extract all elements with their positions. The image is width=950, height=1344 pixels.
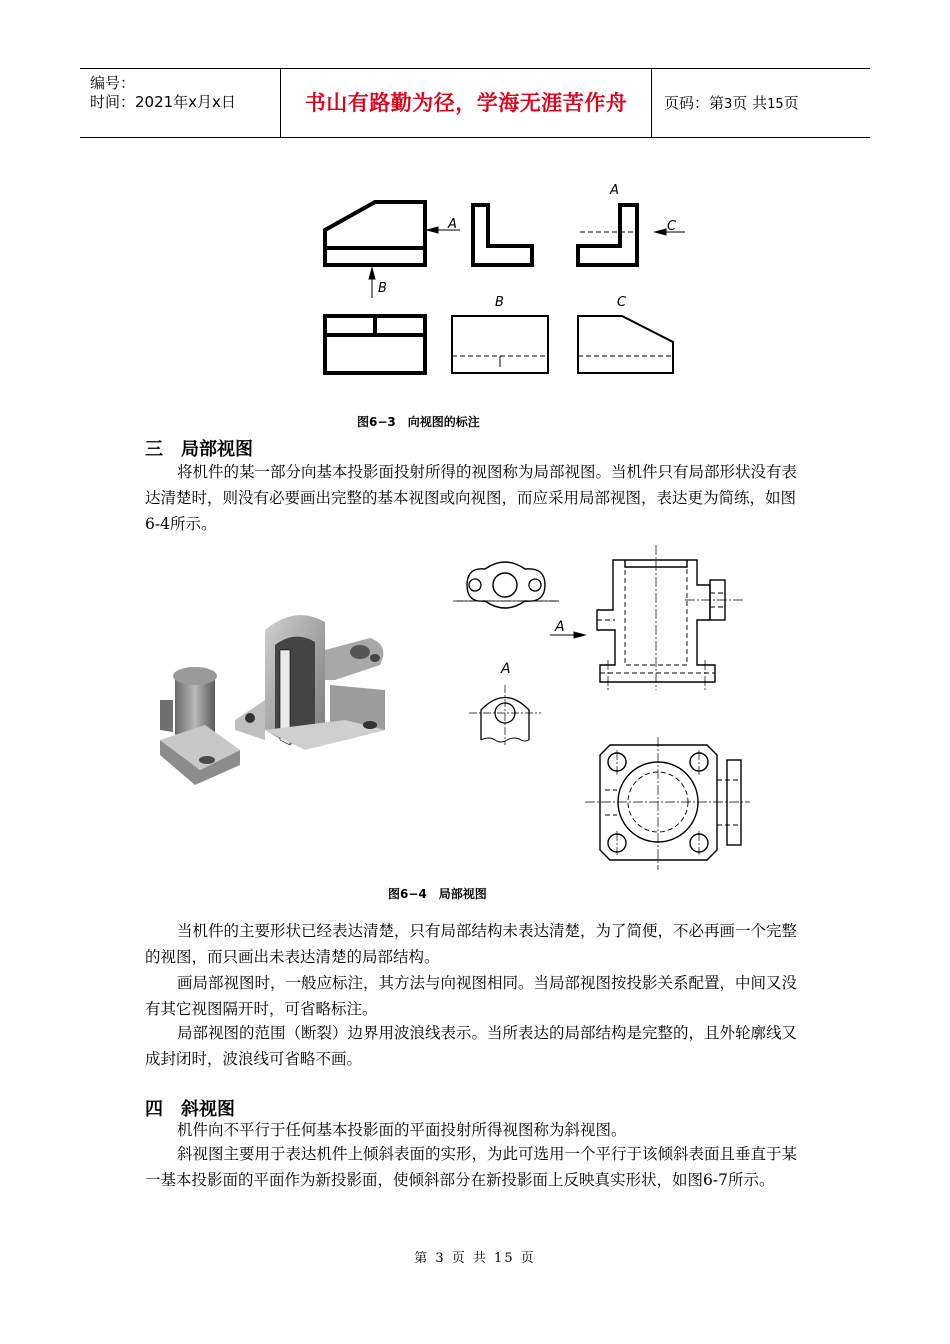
left-view-outline — [473, 205, 532, 265]
arrow-c-head — [655, 229, 666, 235]
part-solid-render — [160, 667, 240, 785]
front-view — [597, 560, 725, 682]
figure-6-3-drawing — [300, 170, 720, 390]
section-3-heading: 三 局部视图 — [145, 439, 253, 460]
doc-number-label: 编号： — [90, 74, 136, 92]
part-section-render — [235, 615, 385, 750]
section-3-para-1 — [145, 459, 809, 537]
page-footer: 第 3 页 共 15 页 — [414, 1251, 536, 1266]
page-label: 页码：第 — [664, 94, 725, 112]
view-c-outline — [578, 316, 673, 373]
section-4-para-2-text: 斜视图主要用于表达机件上倾斜表面的实形，为此可选用一个平行于该倾斜表面且垂直于某一基本投影面的平面作为新投影面，使倾斜部分在新投影面上反映真实形状，如图6-7所示。 — [145, 1145, 798, 1189]
fig4-label-a-view: A — [501, 661, 511, 677]
fig3-label-c-arrow: C — [667, 219, 677, 234]
page-mid: 页 共 — [732, 94, 768, 112]
page-end: 页 — [783, 94, 799, 112]
fig3-label-a-arrow: A — [448, 217, 457, 232]
fig3-label-c-view: C — [617, 295, 627, 310]
figure-6-4-views — [445, 545, 755, 875]
arrow-b-head — [369, 268, 375, 279]
section-3-para-4 — [145, 1020, 809, 1072]
header-meta — [80, 69, 280, 137]
figure-6-4-caption: 图6−4 局部视图 — [388, 887, 487, 901]
header-motto: 书山有路勤为径，学海无涯苦作舟 — [280, 69, 652, 137]
section-3-para-3 — [145, 970, 809, 1022]
section-3-para-3-text: 画局部视图时，一般应标注，其方法与向视图相同。当局部视图按投影关系配置，中间又没有其它视图隔开时，可省略标注。 — [145, 974, 798, 1018]
figure-6-3-caption: 图6−3 向视图的标注 — [357, 415, 480, 429]
page-total: 15 — [767, 97, 784, 112]
section-4-para-1 — [145, 1117, 809, 1143]
fig3-label-b-arrow: B — [378, 281, 387, 296]
arrow-a-head — [427, 227, 438, 233]
front-view-outline — [325, 202, 425, 265]
fig3-label-b-view: B — [495, 295, 504, 310]
section-4-heading: 四 斜视图 — [145, 1099, 235, 1120]
page-current: 3 — [724, 97, 733, 112]
section-3-para-1-text: 将机件的某一部分向基本投影面投射所得的视图称为局部视图。当机件只有局部形状没有表达清楚时，则没有必要画出完整的基本视图或向视图，而应采用局部视图，表达更为简练，如图6-4所示。 — [145, 463, 798, 533]
page-header — [80, 68, 870, 138]
header-page-info — [664, 69, 799, 137]
section-4-para-2 — [145, 1141, 809, 1193]
figure-6-4-isometric — [155, 600, 405, 790]
section-4-para-1-text: 机件向不平行于任何基本投影面的平面投射所得视图称为斜视图。 — [177, 1121, 627, 1139]
fig4-label-a-arrow: A — [555, 619, 565, 635]
section-3-para-2-text: 当机件的主要形状已经表达清楚，只有局部结构未表达清楚，为了简便，不必再画一个完整的视图，而只画出未表达清楚的局部结构。 — [145, 922, 798, 966]
fig3-label-a-view: A — [610, 183, 619, 198]
section-3-para-2 — [145, 918, 809, 970]
doc-date: 时间：2021年x月x日 — [90, 93, 236, 111]
top-view — [600, 745, 741, 860]
right-view-outline — [578, 205, 637, 265]
section-3-para-4-text: 局部视图的范围（断裂）边界用波浪线表示。当所表达的局部结构是完整的，且外轮廓线又成封闭时，波浪线可省略不画。 — [145, 1024, 798, 1068]
